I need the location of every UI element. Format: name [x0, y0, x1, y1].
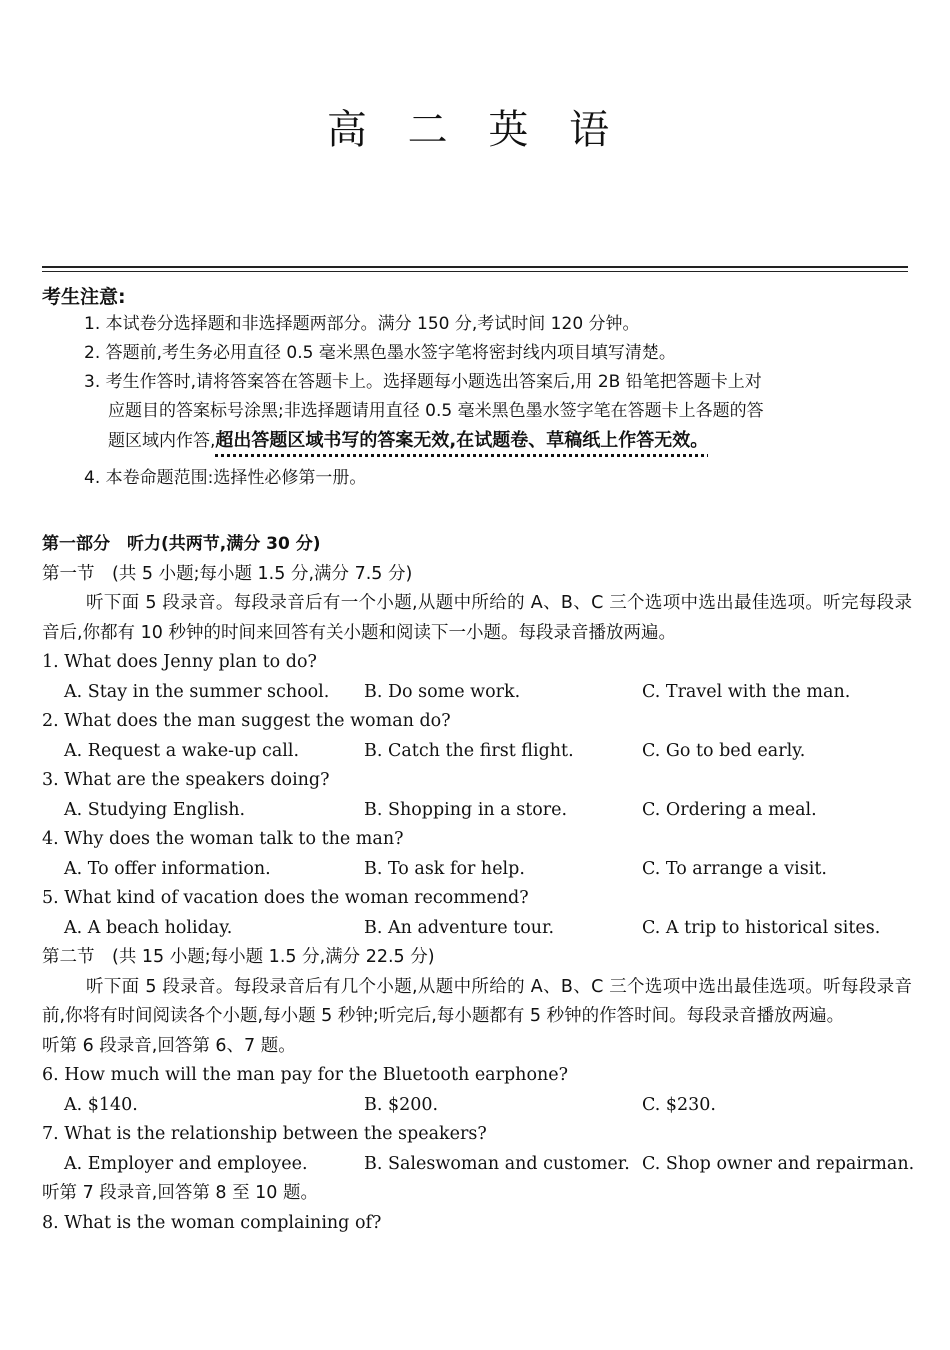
part1-title: 第一部分 听力(共两节,满分 30 分)	[42, 534, 321, 554]
option-3b: B. Shopping in a store.	[364, 799, 568, 820]
question-2: 2. What does the man suggest the woman do?	[42, 711, 451, 731]
option-7a: A. Employer and employee.	[64, 1153, 308, 1174]
question-8: 8. What is the woman complaining of?	[42, 1212, 382, 1233]
notice-emphasis: 超出答题区域书写的答案无效,在试题卷、草稿纸上作答无效。	[215, 430, 709, 451]
option-3c: C. Ordering a meal.	[642, 799, 817, 820]
option-5c: C. A trip to historical sites.	[642, 917, 881, 938]
option-5b: B. An adventure tour.	[364, 917, 555, 938]
options-5	[42, 914, 912, 944]
notice-item-1: 1. 本试卷分选择题和非选择题两部分。满分 150 分,考试时间 120 分钟。	[84, 314, 640, 334]
section1-title: 第一节 (共 5 小题;每小题 1.5 分,满分 7.5 分)	[42, 563, 413, 584]
notice-item-2: 2. 答题前,考生务必用直径 0.5 毫米黑色墨水签字笔将密封线内项目填写清楚。	[84, 343, 676, 363]
question-list-1	[42, 648, 912, 943]
notice-heading: 考生注意:	[42, 286, 126, 308]
options-7	[42, 1150, 915, 1180]
notice-item-3-line-2: 应题目的答案标号涂黑;非选择题请用直径 0.5 毫米黑色墨水签字笔在答题卡上各题的答	[108, 401, 764, 421]
question-7: 7. What is the relationship between the speakers?	[42, 1124, 487, 1144]
option-7c: C. Shop owner and repairman.	[642, 1153, 915, 1174]
section2-instruction: 听下面 5 段录音。每段录音后有几个小题,从题中所给的 A、B、C 三个选项中选出最佳选项。听每段录音前,你将有时间阅读各个小题,每小题 5 秒钟;听完后,每小题都有 5 秒钟的作答时间。每段录音播放两遍。	[42, 976, 912, 1026]
section2-title: 第二节 (共 15 小题;每小题 1.5 分,满分 22.5 分)	[42, 947, 435, 967]
question-1: 1. What does Jenny plan to do?	[42, 652, 317, 672]
options-3	[42, 796, 912, 826]
option-7b: B. Saleswoman and customer.	[364, 1153, 630, 1174]
options-6	[42, 1091, 912, 1121]
option-3a: A. Studying English.	[64, 799, 246, 820]
header-divider-thin	[42, 271, 908, 272]
page-title: 高 二 英 语	[326, 107, 624, 153]
section1-instruction: 听下面 5 段录音。每段录音后有一个小题,从题中所给的 A、B、C 三个选项中选出最佳选项。听完每段录音后,你都有 10 秒钟的时间来回答有关小题和阅读下一小题。每段录音播放两遍。	[42, 593, 912, 643]
question-3: 3. What are the speakers doing?	[42, 770, 330, 790]
option-2c: C. Go to bed early.	[642, 740, 806, 761]
listening-section	[42, 530, 915, 1238]
option-1b: B. Do some work.	[364, 681, 521, 702]
segment-7-note: 听第 7 段录音,回答第 8 至 10 题。	[42, 1183, 318, 1203]
options-2	[42, 737, 912, 767]
option-5a: A. A beach holiday.	[64, 917, 233, 938]
option-2a: A. Request a wake-up call.	[64, 740, 300, 761]
option-6a: A. $140.	[64, 1094, 138, 1115]
option-4a: A. To offer information.	[64, 858, 271, 879]
option-1c: C. Travel with the man.	[642, 681, 851, 702]
options-4	[42, 855, 912, 885]
question-6: 6. How much will the man pay for the Bluetooth earphone?	[42, 1065, 568, 1085]
option-6c: C. $230.	[642, 1094, 716, 1115]
options-1	[42, 678, 912, 708]
question-4: 4. Why does the woman talk to the man?	[42, 829, 404, 849]
notice-item-3-line-3-pre: 题区域内作答,	[108, 431, 216, 451]
option-4c: C. To arrange a visit.	[642, 858, 827, 879]
segment-6-note: 听第 6 段录音,回答第 6、7 题。	[42, 1035, 296, 1056]
option-1a: A. Stay in the summer school.	[64, 681, 330, 702]
notice-item-4: 4. 本卷命题范围:选择性必修第一册。	[84, 468, 367, 488]
notice-item-3-line-3	[84, 426, 910, 456]
notice-item-3-line-1: 3. 考生作答时,请将答案答在答题卡上。选择题每小题选出答案后,用 2B 铅笔把答题卡上对	[84, 372, 762, 392]
option-6b: B. $200.	[364, 1094, 439, 1115]
notice-item-3	[84, 368, 910, 456]
option-4b: B. To ask for help.	[364, 858, 525, 879]
header-divider	[42, 266, 908, 268]
option-2b: B. Catch the first flight.	[364, 740, 574, 761]
question-5: 5. What kind of vacation does the woman recommend?	[42, 888, 529, 908]
